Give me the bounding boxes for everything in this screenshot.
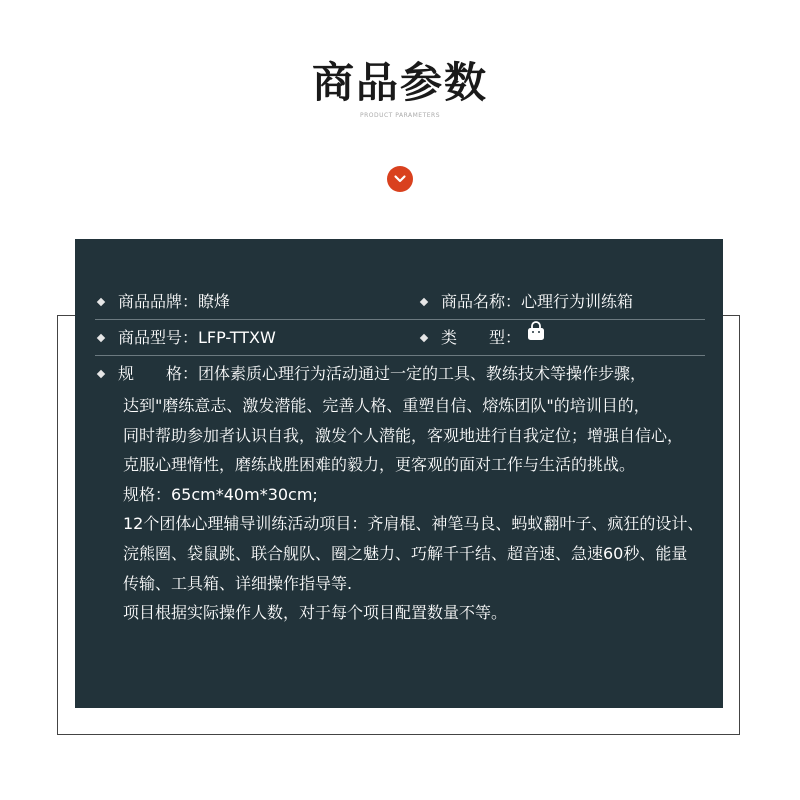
page-subtitle: PRODUCT PARAMETERS (359, 112, 441, 119)
name-label: 商品名称： (441, 292, 522, 311)
description-block (123, 391, 723, 628)
spec-label: 规 格： (118, 364, 199, 383)
params-row-model-type (95, 321, 705, 356)
diamond-bullet-icon (420, 333, 428, 341)
description-line: 同时帮助参加者认识自我，激发个人潜能，客观地进行自我定位；增强自信心， (123, 425, 684, 445)
params-row-spec (95, 357, 705, 391)
params-panel (75, 239, 723, 708)
name-value: 心理行为训练箱 (521, 292, 634, 311)
description-line: 12个团体心理辅导训练活动项目：齐肩棍、神笔马良、蚂蚁翻叶子、疯狂的设计、 (123, 514, 704, 534)
brand-label: 商品品牌： (118, 292, 199, 311)
description-line: 传输、工具箱、详细操作指导等. (123, 573, 353, 593)
spec-first-line: 团体素质心理行为活动通过一定的工具、教练技术等操作步骤， (198, 364, 647, 383)
model-value: LFP-TTXW (198, 328, 276, 347)
description-line: 项目根据实际操作人数，对于每个项目配置数量不等。 (123, 603, 508, 623)
description-line: 达到"磨练意志、激发潜能、完善人格、重塑自信、熔炼团队"的培训目的， (123, 396, 650, 415)
description-line: 克服心理惰性，磨练战胜困难的毅力，更客观的面对工作与生活的挑战。 (123, 455, 636, 475)
description-line: 规格：65cm*40m*30cm; (123, 484, 318, 504)
param-brand (95, 285, 230, 319)
param-model (95, 321, 276, 355)
description-line: 浣熊圈、袋鼠跳、联合舰队、圈之魅力、巧解千千结、超音速、急速60秒、能量 (123, 543, 688, 563)
page-title: 商品参数 (311, 58, 488, 107)
param-spec (95, 357, 646, 391)
chevron-down-icon (387, 166, 413, 192)
params-row-brand-name (95, 285, 705, 320)
diamond-bullet-icon (97, 369, 105, 377)
model-label: 商品型号： (118, 328, 199, 347)
diamond-bullet-icon (420, 297, 428, 305)
diamond-bullet-icon (97, 297, 105, 305)
type-label: 类 型： (441, 328, 522, 347)
brand-value: 瞭烽 (198, 292, 231, 311)
param-product-name (418, 285, 633, 319)
param-type (418, 321, 547, 355)
handbag-icon (525, 320, 547, 354)
diamond-bullet-icon (97, 333, 105, 341)
